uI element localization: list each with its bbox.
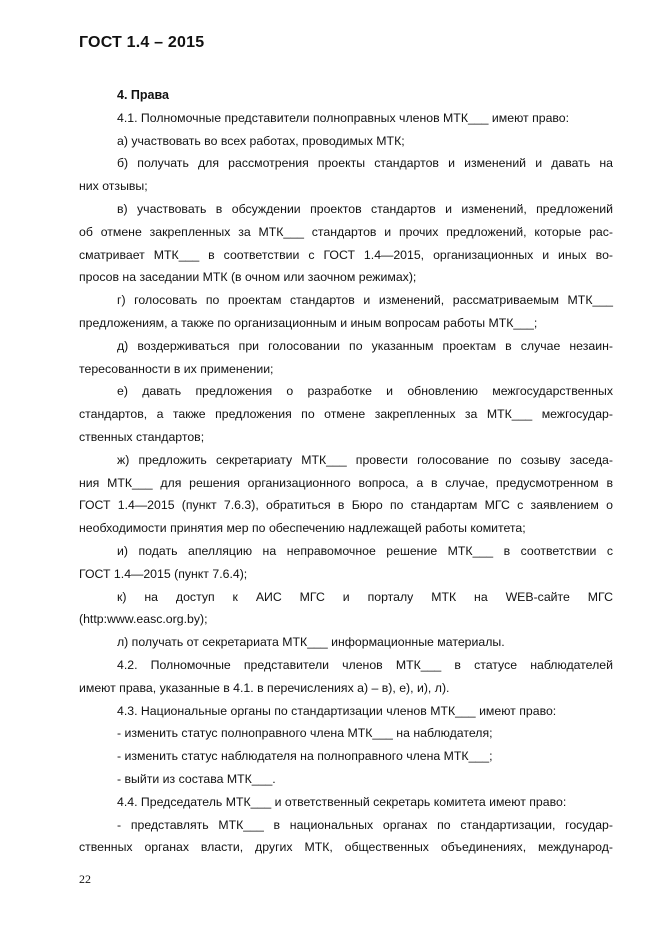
paragraph-line: ГОСТ 1.4—2015 (пункт 7.6.3), обратиться в Бюро по стандартам МГС с заявлением о: [79, 498, 613, 513]
paragraph-line: - изменить статус полноправного члена МТК___ на наблюдателя;: [117, 726, 493, 741]
paragraph-line: стандартов, а также предложения по отмене закрепленных за МТК___ межгосудар-: [79, 407, 613, 422]
paragraph: [79, 586, 613, 632]
paragraph-line: 4.1. Полномочные представители полноправных членов МТК___ имеют право:: [117, 110, 570, 125]
paragraph-line: и) подать апелляцию на неправомочное решение МТК___ в соответствии с: [117, 543, 613, 558]
paragraph-line: а) участвовать во всех работах, проводимых МТК;: [117, 133, 405, 148]
paragraph: [79, 700, 613, 723]
paragraph-line: просов на заседании МТК (в очном или заочном режимах);: [79, 270, 417, 285]
paragraph: [79, 745, 613, 768]
paragraph-line: - изменить статус наблюдателя на полноправного члена МТК___;: [117, 749, 493, 764]
paragraph-line: предложениям, а также по организационным и иным вопросам работы МТК___;: [79, 315, 538, 330]
paragraph: [79, 380, 613, 448]
paragraph-line: к) на доступ к АИС МГС и порталу МТК на WEB-сайте МГС: [117, 589, 613, 604]
paragraph-line: 4.3. Национальные органы по стандартизации членов МТК___ имеют право:: [117, 703, 557, 718]
paragraph: [79, 722, 613, 745]
page-content: [79, 84, 613, 859]
paragraph-line: имеют права, указанные в 4.1. в перечислениях а) – в), е), и), л).: [79, 680, 450, 695]
paragraph-line: ственных органах власти, других МТК, общественных объединениях, международ-: [79, 840, 613, 855]
paragraph-line: ния МТК___ для решения организационного вопроса, а в случае, предусмотренном в: [79, 475, 613, 490]
document-header: ГОСТ 1.4 – 2015: [79, 34, 205, 51]
paragraph: [79, 289, 613, 335]
paragraph-line: д) воздерживаться при голосовании по указанным проектам в случае незаин-: [117, 338, 613, 353]
section-body: [79, 107, 613, 859]
paragraph-line: в) участвовать в обсуждении проектов стандартов и изменений, предложений: [117, 201, 613, 216]
section-heading: 4. Права: [117, 88, 169, 102]
page-number: 22: [79, 872, 91, 886]
paragraph-line: них отзывы;: [79, 179, 148, 194]
paragraph-line: 4.2. Полномочные представители членов МТК___ в статусе наблюдателей: [117, 657, 613, 672]
paragraph: [79, 768, 613, 791]
paragraph-line: ГОСТ 1.4—2015 (пункт 7.6.4);: [79, 566, 248, 581]
paragraph-line: сматривает МТК___ в соответствии с ГОСТ 1.4—2015, организационных и иных во-: [79, 247, 613, 262]
paragraph-line: тересованности в их применении;: [79, 361, 274, 376]
paragraph: [79, 631, 613, 654]
paragraph-line: - представлять МТК___ в национальных органах по стандартизации, государ-: [117, 817, 613, 832]
paragraph-line: ж) предложить секретариату МТК___ провести голосование по созыву заседа-: [117, 452, 613, 467]
paragraph-line: г) голосовать по проектам стандартов и изменений, рассматриваемым МТК___: [117, 293, 613, 308]
paragraph: [79, 540, 613, 586]
paragraph-line: л) получать от секретариата МТК___ информационные материалы.: [117, 635, 505, 650]
paragraph: [79, 152, 613, 198]
paragraph: [79, 130, 613, 153]
paragraph-line: (http:www.easc.org.by);: [79, 612, 208, 627]
paragraph: [79, 198, 613, 289]
paragraph-line: - выйти из состава МТК___.: [117, 771, 276, 786]
paragraph-line: об отмене закрепленных за МТК___ стандартов и прочих предложений, которые рас-: [79, 224, 613, 239]
paragraph: [79, 654, 613, 700]
paragraph-line: 4.4. Председатель МТК___ и ответственный секретарь комитета имеют право:: [117, 794, 567, 809]
paragraph-line: е) давать предложения о разработке и обновлению межгосударственных: [117, 384, 613, 399]
paragraph: [79, 335, 613, 381]
paragraph-line: необходимости принятия мер по обеспечению надлежащей работы комитета;: [79, 521, 526, 536]
paragraph-line: б) получать для рассмотрения проекты стандартов и изменений и давать на: [117, 156, 613, 171]
paragraph: [79, 814, 613, 860]
paragraph: [79, 107, 613, 130]
paragraph: [79, 791, 613, 814]
paragraph-line: ственных стандартов;: [79, 429, 205, 444]
paragraph: [79, 449, 613, 540]
